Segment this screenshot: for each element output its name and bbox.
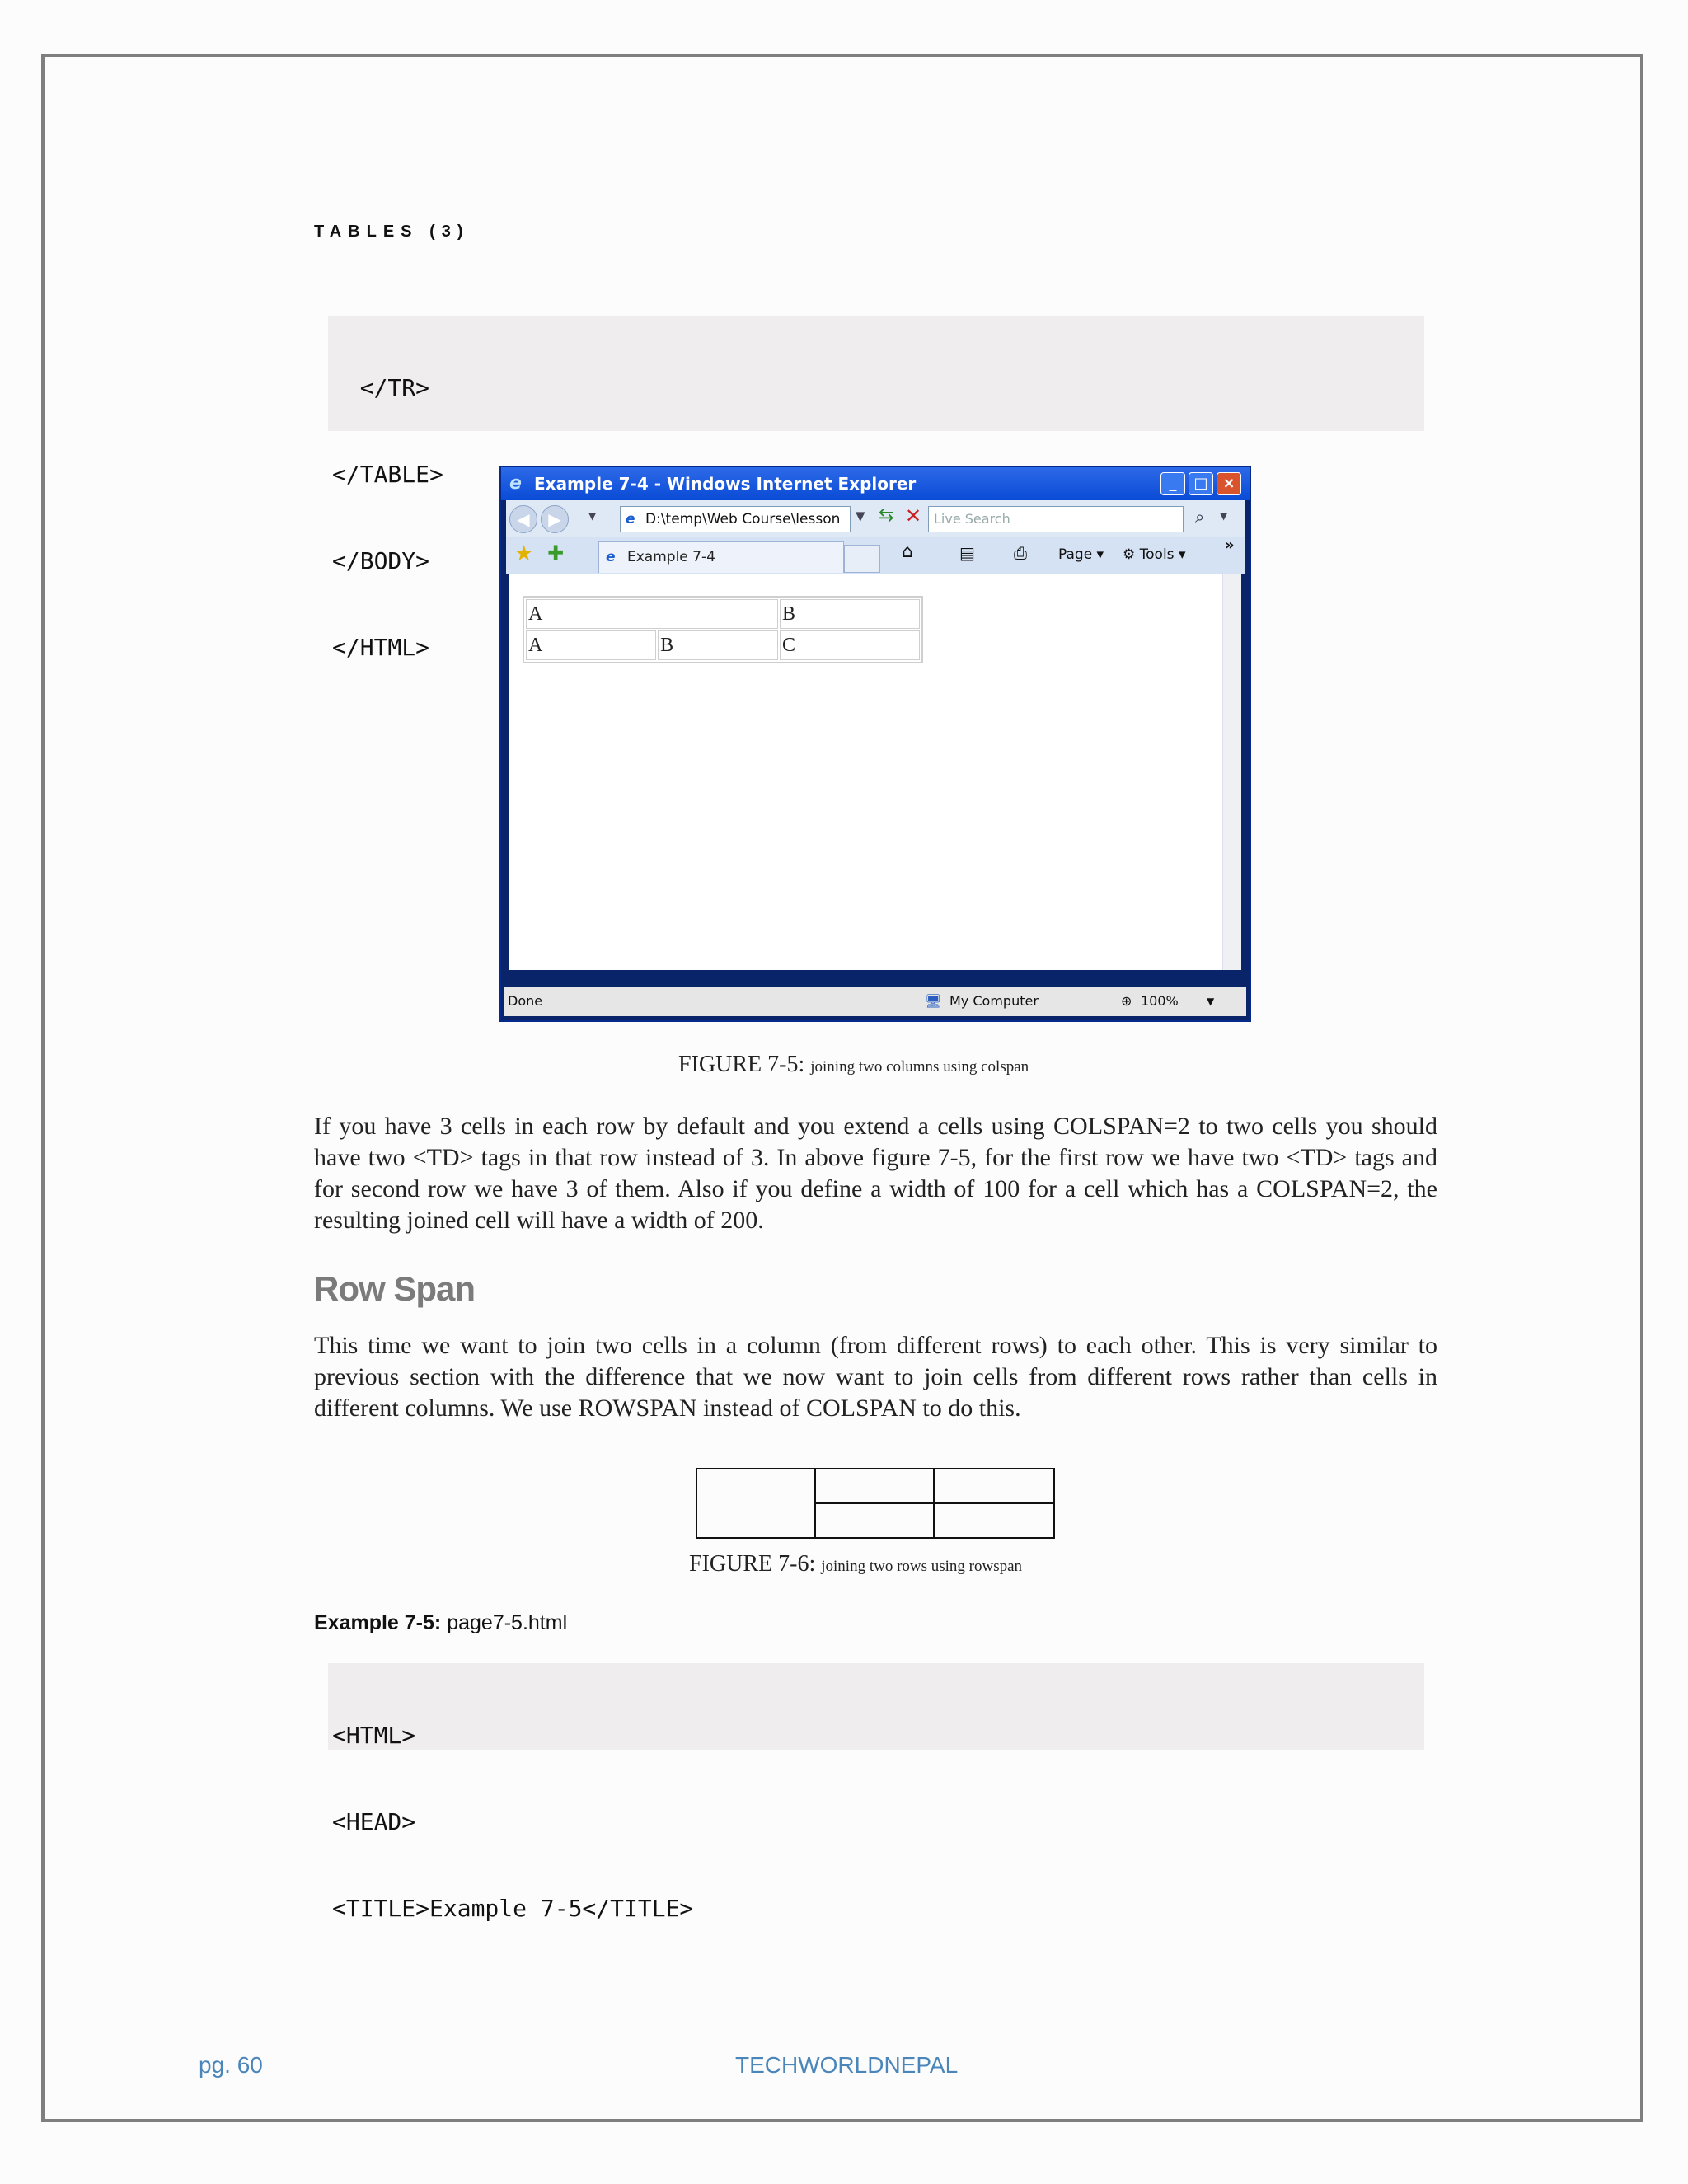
computer-icon: 🖥 xyxy=(925,993,942,1009)
code-line: </HTML> xyxy=(332,634,430,661)
refresh-icon: ⇆ xyxy=(879,505,894,526)
colspan-demo-table xyxy=(523,596,923,663)
page-menu: Page ▾ xyxy=(1058,546,1104,563)
section-title: Row Span xyxy=(314,1269,476,1308)
example-title: Example 7-5: xyxy=(314,1611,442,1634)
browser-content xyxy=(509,574,1241,970)
new-tab-button xyxy=(844,545,880,573)
table-cell: C xyxy=(780,630,920,660)
code-line: <TITLE>Example 7-5</TITLE> xyxy=(332,1895,694,1922)
page-icon: e xyxy=(606,549,616,565)
back-icon: ◀ xyxy=(509,505,537,533)
forward-icon: ▶ xyxy=(541,505,569,533)
code-line: </TR> xyxy=(332,374,430,401)
browser-tab-bar xyxy=(506,537,1245,574)
chevron-down-icon: ▼ xyxy=(856,509,865,523)
footer-brand: TECHWORLDNEPAL xyxy=(735,2052,959,2078)
feeds-icon: ▤ xyxy=(959,543,975,563)
caption-label: FIGURE 7-5: xyxy=(678,1052,805,1077)
table-row xyxy=(526,630,920,660)
search-placeholder: Live Search xyxy=(934,511,1010,527)
figure-7-6-caption xyxy=(689,1551,1022,1577)
home-icon: ⌂ xyxy=(902,541,913,562)
browser-window-screenshot xyxy=(499,466,1251,1022)
paragraph-rowspan: This time we want to join two cells in a column (from different rows) to each other. This is very similar to previous section with the difference that we now want to join cells from different rows rather than cells in different columns. We use ROWSPAN instead of COLSPAN to do this. xyxy=(314,1332,1437,1422)
chevron-down-icon: ▼ xyxy=(1220,510,1228,522)
code-line: </TABLE> xyxy=(332,461,443,488)
code-line: <HTML> xyxy=(332,1722,416,1749)
paragraph-colspan: If you have 3 cells in each row by default and you extend a cells using COLSPAN=2 to two cells you should have two <TD> tags in that row instead of 3. In above figure 7-5, for the first row we have two <TD> tags and for second row we have 3 of them. Also if you define a width of 100 for a cell which has a COLSPAN=2, the resulting joined cell will have a width of 200. xyxy=(314,1113,1437,1234)
caption-label: FIGURE 7-6: xyxy=(689,1551,816,1577)
status-text: Done xyxy=(508,993,543,1009)
rowspan-diagram xyxy=(696,1468,1055,1539)
code-line: <HEAD> xyxy=(332,1808,416,1835)
diagram-line xyxy=(816,1502,1053,1504)
stop-icon: ✕ xyxy=(905,504,922,527)
minimize-icon: _ xyxy=(1160,472,1185,495)
tab-label: Example 7-4 xyxy=(627,549,715,565)
page-number: pg. 60 xyxy=(199,2052,263,2078)
chevron-more-icon: » xyxy=(1225,537,1235,554)
figure-7-5-caption xyxy=(678,1052,1029,1078)
example-file: page7-5.html xyxy=(447,1611,568,1634)
table-row xyxy=(526,599,920,629)
code-line: </BODY> xyxy=(332,547,430,574)
zoom-level: 100% xyxy=(1141,993,1179,1009)
address-text: D:\temp\Web Course\lesson xyxy=(645,511,841,527)
browser-address-bar xyxy=(506,500,1245,537)
status-zone: My Computer xyxy=(950,993,1039,1009)
browser-status-bar xyxy=(504,987,1246,1016)
caption-text: joining two columns using colspan xyxy=(810,1058,1029,1076)
table-cell: B xyxy=(658,630,778,660)
search-field xyxy=(928,506,1184,532)
scrollbar xyxy=(1222,574,1241,970)
zoom-icon: ⊕ xyxy=(1121,993,1132,1009)
table-cell: A xyxy=(526,599,778,629)
browser-title: Example 7-4 - Windows Internet Explorer xyxy=(534,474,917,494)
browser-tab xyxy=(598,541,844,573)
favorites-star-icon: ★ xyxy=(514,541,534,566)
print-icon: ⎙ xyxy=(1014,543,1027,563)
chapter-header: TABLES (3) xyxy=(314,223,470,241)
chevron-down-icon: ▼ xyxy=(1207,996,1215,1007)
tools-menu: ⚙ Tools ▾ xyxy=(1123,546,1186,563)
add-favorite-icon: ✚ xyxy=(547,541,565,565)
maximize-icon: □ xyxy=(1189,472,1213,495)
table-cell: A xyxy=(526,630,656,660)
page-icon: e xyxy=(626,511,635,527)
example-label xyxy=(314,1611,567,1635)
browser-title-bar xyxy=(501,467,1250,500)
chevron-down-icon: ▼ xyxy=(588,510,597,522)
address-field xyxy=(620,506,851,532)
search-icon: ⌕ xyxy=(1195,507,1205,527)
close-icon: × xyxy=(1217,472,1241,495)
ie-logo-icon: e xyxy=(509,473,522,494)
tools-menu-label: Tools xyxy=(1139,546,1175,563)
page-menu-label: Page xyxy=(1058,546,1093,563)
caption-text: joining two rows using rowspan xyxy=(821,1558,1023,1575)
table-cell: B xyxy=(780,599,920,629)
code-block-bottom xyxy=(328,1663,1424,1922)
